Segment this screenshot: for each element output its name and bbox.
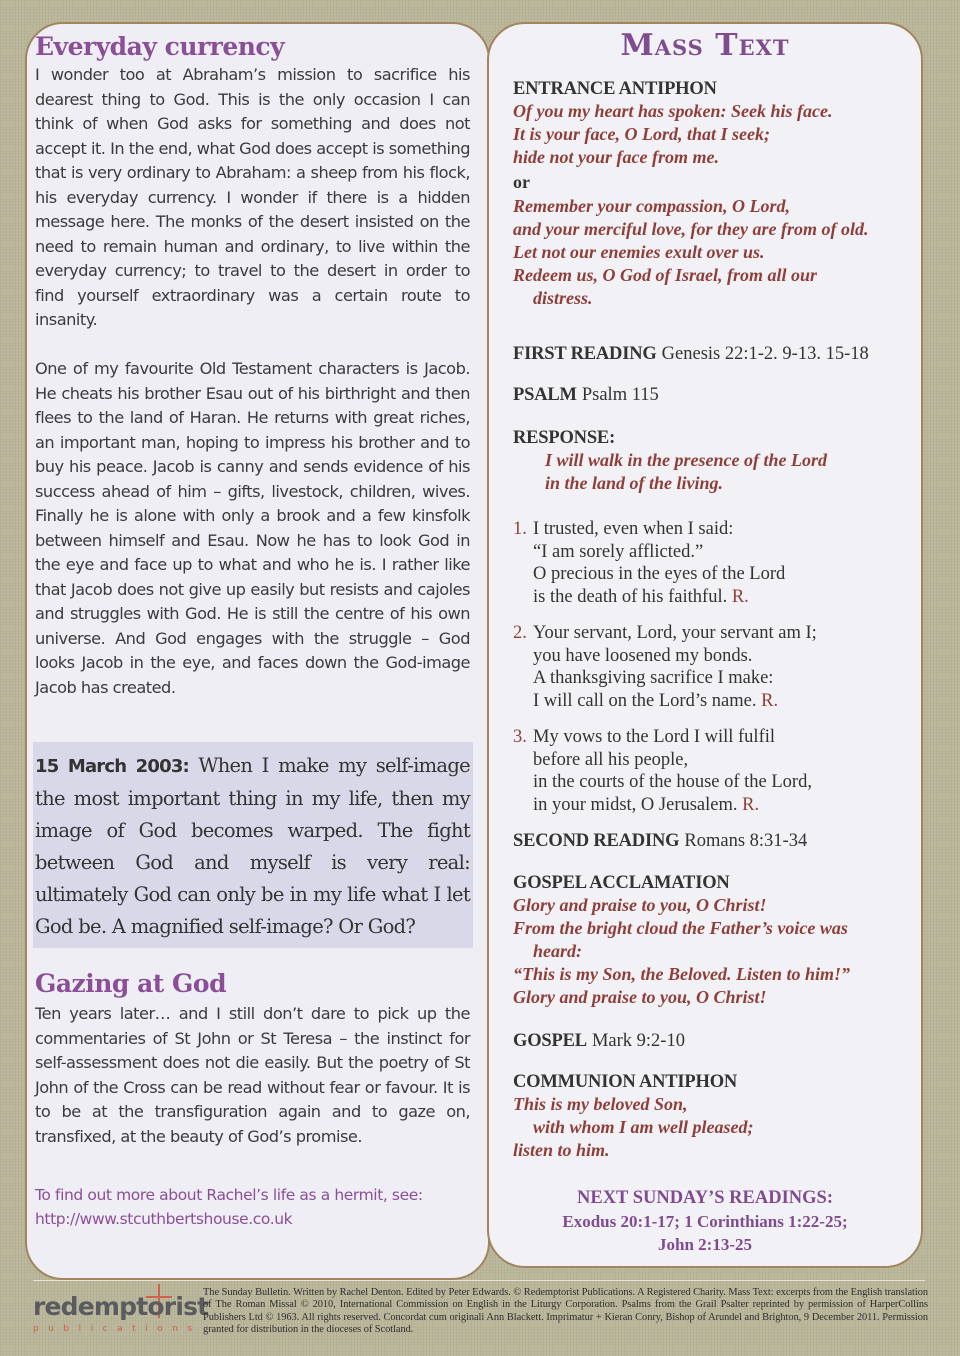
verse-line: My vows to the Lord I will fulfil <box>533 727 776 747</box>
next-sunday-heading: NEXT SUNDAY’S READINGS: <box>577 1188 833 1208</box>
response <box>513 428 908 495</box>
communion-line: listen to him. <box>513 1140 610 1160</box>
paragraph-gazing: Ten years later… and I still don’t dare to pick up the commentaries of St John or St Teresa – the instinct for self-assessment does not die easily. But the poetry of St John of the Cross can be read without fear or favour. It is to be at the transfiguration again and to gaze on, transfixed, at the beauty of God’s promise. <box>35 1004 470 1146</box>
response-marker: R. <box>731 587 749 608</box>
more-info-label: To find out more about Rachel’s life as a hermit, see: <box>35 1186 423 1204</box>
quote-body: When I make my self-image the most important thing in my life, then my image of God becomes warped. The fight between God and myself is very real: ultimately God can only be in my life what I let God be. A magnified self-image? Or God? <box>35 754 470 938</box>
communion-antiphon-heading: COMMUNION ANTIPHON <box>513 1072 738 1092</box>
gospel-ref: Mark 9:2-10 <box>591 1031 685 1051</box>
verse-line: I will call on the Lord’s name. <box>533 691 757 712</box>
psalm-verse-3 <box>513 726 908 817</box>
response-line: I will walk in the presence of the Lord <box>545 450 828 470</box>
or-separator: or <box>513 172 530 192</box>
quote-date: 15 March 2003: <box>35 756 189 777</box>
antiphon-line: hide not your face from me. <box>513 147 719 167</box>
publisher-logo <box>33 1292 209 1342</box>
verse-number: 1. <box>513 519 527 539</box>
verse-line: is the death of his faithful. <box>533 587 728 608</box>
logo-wordmark: redemptorist <box>33 1292 209 1321</box>
section-title-everyday-currency: Everyday currency <box>35 32 285 61</box>
second-reading-heading: SECOND READING <box>513 831 680 851</box>
verse-number: 2. <box>513 623 527 643</box>
psalm-verse-1 <box>513 518 908 609</box>
paragraph-jacob: One of my favourite Old Testament characters is Jacob. He cheats his brother Esau out of his birthright and then flees to the land of Haran. He returns with great riches, an important man, hoping to impress his brother and to buy his peace. Jacob is canny and sends evidence of his success ahead of him – gifts, livestock, children, wives. Finally he is alone with only a brook and a few kinsfolk between himself and Esau. Now he has to look God in the eye and face up to what and who he is. I rather like that Jacob does not give up easily but resists and cajoles and struggles with God. He is still the centre of his own universe. And God engages with the struggle – God looks Jacob in the eye, and faces down the God-image Jacob has created. <box>35 359 470 697</box>
antiphon-line: Remember your compassion, O Lord, <box>513 196 790 216</box>
second-reading-ref: Romans 8:31-34 <box>684 831 808 851</box>
antiphon-line: Let not our enemies exult over us. <box>513 242 765 262</box>
verse-line: before all his people, <box>533 749 689 770</box>
response-heading: RESPONSE: <box>513 428 616 448</box>
gospel-acclamation <box>513 873 908 1009</box>
verse-line: in your midst, O Jerusalem. <box>533 795 738 816</box>
communion-antiphon <box>513 1072 908 1162</box>
first-reading-ref: Genesis 22:1-2. 9-13. 15-18 <box>661 344 869 364</box>
gospel-acclamation-heading: GOSPEL ACCLAMATION <box>513 873 730 893</box>
first-reading-heading: FIRST READING <box>513 344 657 364</box>
antiphon-line: It is your face, O Lord, that I seek; <box>513 124 770 144</box>
verse-line: I trusted, even when I said: <box>533 519 734 539</box>
verse-line: in the courts of the house of the Lord, <box>533 772 812 793</box>
response-marker: R. <box>761 691 779 712</box>
website-link[interactable]: http://www.stcuthbertshouse.co.uk <box>35 1210 293 1228</box>
verse-line: A thanksgiving sacrifice I make: <box>533 668 774 689</box>
antiphon-line: distress. <box>533 288 593 308</box>
communion-line: This is my beloved Son, <box>513 1094 688 1114</box>
next-sunday-line: Exodus 20:1-17; 1 Corinthians 1:22-25; <box>562 1212 848 1231</box>
antiphon-line: Of you my heart has spoken: Seek his face. <box>513 101 833 121</box>
paragraph-abraham: I wonder too at Abraham’s mission to sacrifice his dearest thing to God. This is the only occasion I can think of when God asks for something and does not accept it. In the end, what God does accept is something that is very ordinary to Abraham: a sheep from his flock, his everyday currency. I wonder if there is a hidden message here. The monks of the desert insisted on the need to remain human and ordinary, to live within the everyday currency; to travel to the desert in order to find yourself extraordinary was a certain route to insanity. <box>35 65 470 329</box>
antiphon-line: Redeem us, O God of Israel, from all our <box>513 265 818 285</box>
acclamation-line: “This is my Son, the Beloved. Listen to him!” <box>513 964 851 984</box>
communion-line: with whom I am well pleased; <box>533 1117 754 1137</box>
psalm <box>513 385 908 406</box>
next-sunday-readings <box>487 1186 923 1256</box>
first-reading <box>513 344 908 365</box>
verse-number: 3. <box>513 727 527 747</box>
acclamation-line: Glory and praise to you, O Christ! <box>513 987 767 1007</box>
section-title-gazing-at-god: Gazing at God <box>35 969 227 998</box>
footer-divider <box>33 1280 925 1281</box>
acclamation-line: From the bright cloud the Father’s voice was <box>513 918 848 938</box>
footer-credits: The Sunday Bulletin. Written by Rachel Denton. Edited by Peter Edwards. © Redemptorist Publications. A Registered Charity. Mass Text: excerpts from the English translation of The Roman Missal © 2010, International Commission on English in the Liturgy Corporation. Psalms from the Grail Psalter reprinted by permission of HarperCollins Publishers Ltd © 1963. All rights reserved. Concordat cum originali Ann Blackett. Imprimatur + Kieran Conry, Bishop of Arundel and Brighton, 9 December 2011. Permission granted for distribution in the dioceses of Scotland. <box>203 1287 928 1335</box>
psalm-heading: PSALM <box>513 385 577 405</box>
entrance-antiphon-heading: ENTRANCE ANTIPHON <box>513 79 717 99</box>
entrance-antiphon <box>513 79 908 310</box>
psalm-ref: Psalm 115 <box>581 385 659 405</box>
next-sunday-line: John 2:13-25 <box>658 1235 752 1254</box>
gospel-heading: GOSPEL <box>513 1031 587 1051</box>
acclamation-line: heard: <box>533 941 582 961</box>
second-reading <box>513 831 908 852</box>
dated-quote <box>35 750 470 943</box>
antiphon-line: and your merciful love, for they are from of old. <box>513 219 869 239</box>
mass-text-title: Mass Text <box>620 28 790 63</box>
response-line: in the land of the living. <box>545 473 724 493</box>
verse-line: you have loosened my bonds. <box>533 645 753 666</box>
psalm-verse-2 <box>513 622 908 713</box>
response-marker: R. <box>742 795 760 816</box>
verse-line: Your servant, Lord, your servant am I; <box>533 623 817 643</box>
logo-subtitle: publications <box>33 1324 202 1334</box>
acclamation-line: Glory and praise to you, O Christ! <box>513 895 767 915</box>
verse-line: “I am sorely afflicted.” <box>533 541 704 562</box>
gospel <box>513 1031 908 1052</box>
verse-line: O precious in the eyes of the Lord <box>533 564 786 585</box>
